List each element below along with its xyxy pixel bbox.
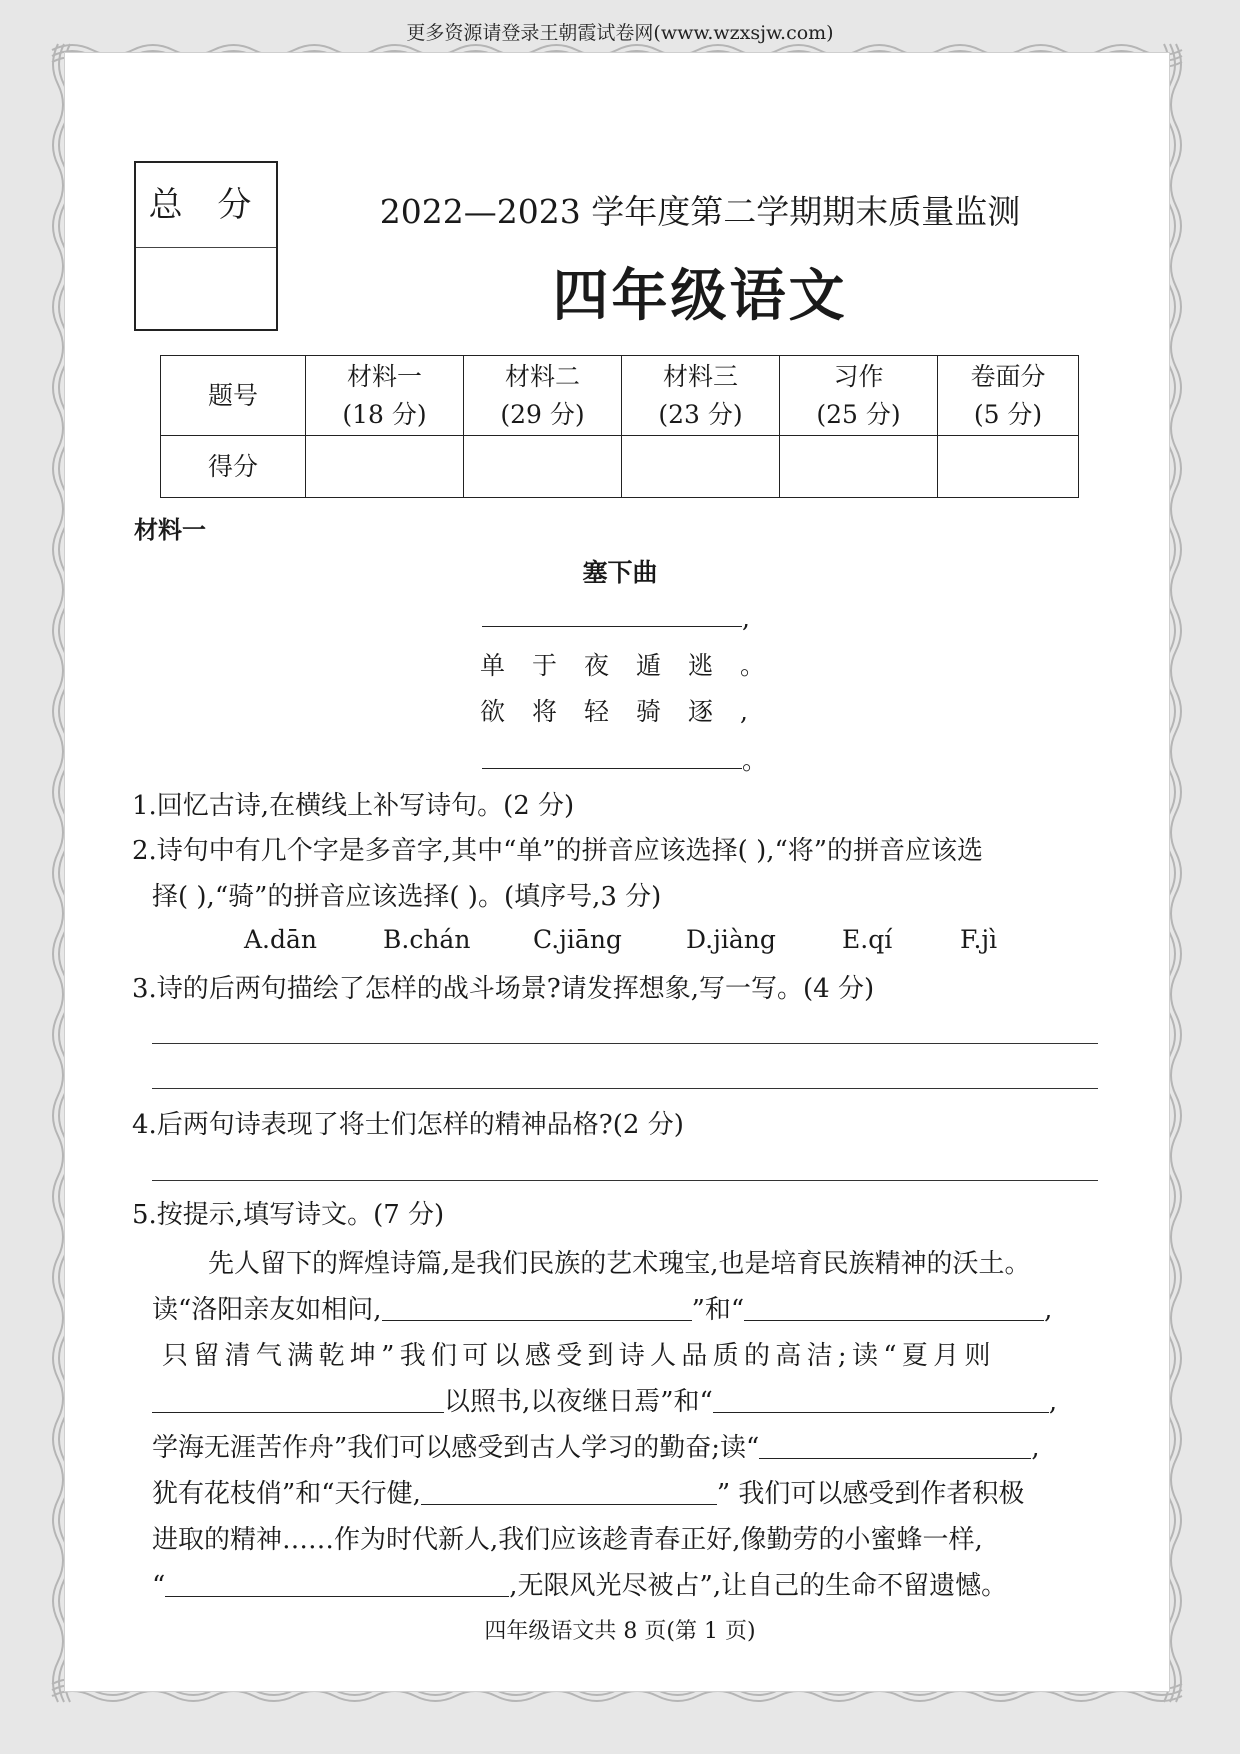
fill-blank[interactable]: [421, 1478, 717, 1505]
score-cell[interactable]: [622, 436, 780, 498]
score-cell[interactable]: [938, 436, 1079, 498]
total-score-box: [134, 161, 278, 331]
question-5: 5.按提示,填写诗文。(7 分): [132, 1200, 445, 1230]
table-row: [161, 356, 1079, 436]
score-cell[interactable]: [780, 436, 938, 498]
poem-title: 塞下曲: [582, 558, 658, 587]
paragraph-line: 以照书,以夜继日焉”和“ ,: [152, 1381, 1102, 1418]
question-2-continued: 择( ),“骑”的拼音应该选择( )。(填序号,3 分): [152, 882, 662, 912]
fill-blank[interactable]: [759, 1432, 1031, 1459]
subject-title: 四年级语文: [552, 263, 848, 329]
option-a: A.dān: [244, 925, 318, 954]
poem-blank-line-1[interactable]: ,: [482, 598, 750, 633]
option-c: C.jiāng: [533, 925, 622, 954]
row-label-score: 得分: [161, 436, 306, 498]
question-2: 2.诗句中有几个字是多音字,其中“单”的拼音应该选择( ),“将”的拼音应该选: [132, 836, 984, 866]
option-e: E.qí: [842, 925, 893, 954]
fill-blank[interactable]: [382, 1294, 692, 1321]
fill-blank[interactable]: [713, 1386, 1049, 1413]
table-row: [161, 436, 1079, 498]
paragraph-line: 读“洛阳亲友如相问, ”和“ ,: [152, 1295, 1053, 1325]
score-table: [160, 355, 1079, 498]
paragraph-line: 犹有花枝俏”和“天行健, ” 我们可以感受到作者积极: [152, 1479, 1025, 1509]
column-header: 材料一 (18 分): [306, 356, 464, 436]
option-f: F.jì: [960, 925, 998, 954]
option-d: D.jiàng: [686, 925, 776, 954]
score-cell[interactable]: [306, 436, 464, 498]
column-header: 卷面分 (5 分): [938, 356, 1079, 436]
score-cell[interactable]: [464, 436, 622, 498]
fill-blank[interactable]: [744, 1294, 1044, 1321]
total-score-label: 总 分: [136, 163, 276, 248]
fill-blank[interactable]: [152, 1386, 444, 1413]
paragraph-line: 学海无涯苦作舟”我们可以感受到古人学习的勤奋;读“ ,: [152, 1433, 1040, 1463]
option-b: B.chán: [383, 925, 471, 954]
answer-line[interactable]: [152, 1180, 1098, 1181]
paragraph-line: 只留清气满乾坤”我们可以感受到诗人品质的高洁;读“夏月则: [162, 1341, 996, 1371]
exam-title: 2022—2023 学年度第二学期期末质量监测: [379, 192, 1021, 231]
site-banner: 更多资源请登录王朝霞试卷网(www.wzxsjw.com): [406, 22, 834, 44]
row-label-question-number: 题号: [161, 356, 306, 436]
question-3: 3.诗的后两句描绘了怎样的战斗场景?请发挥想象,写一写。(4 分): [132, 974, 875, 1004]
poem-line: 单于夜遁逃。: [480, 651, 793, 680]
question-4: 4.后两句诗表现了将士们怎样的精神品格?(2 分): [132, 1110, 684, 1140]
column-header: 习作 (25 分): [780, 356, 938, 436]
poem-blank-line-2[interactable]: 。: [482, 740, 767, 777]
answer-line[interactable]: [152, 1088, 1098, 1089]
poem-line: 欲将轻骑逐,: [480, 697, 775, 726]
question-1: 1.回忆古诗,在横线上补写诗句。(2 分): [132, 791, 575, 821]
paragraph-line: “ ,无限风光尽被占”,让自己的生命不留遗憾。: [152, 1571, 1008, 1601]
paragraph-line: 进取的精神……作为时代新人,我们应该趁青春正好,像勤劳的小蜜蜂一样,: [152, 1525, 983, 1555]
page-footer: 四年级语文共 8 页(第 1 页): [484, 1619, 756, 1644]
total-score-field[interactable]: [136, 248, 276, 328]
section-label: 材料一: [134, 516, 206, 544]
answer-line[interactable]: [152, 1043, 1098, 1044]
paragraph-line: 先人留下的辉煌诗篇,是我们民族的艺术瑰宝,也是培育民族精神的沃土。: [208, 1249, 1031, 1279]
fill-blank[interactable]: [165, 1570, 509, 1597]
column-header: 材料二 (29 分): [464, 356, 622, 436]
column-header: 材料三 (23 分): [622, 356, 780, 436]
